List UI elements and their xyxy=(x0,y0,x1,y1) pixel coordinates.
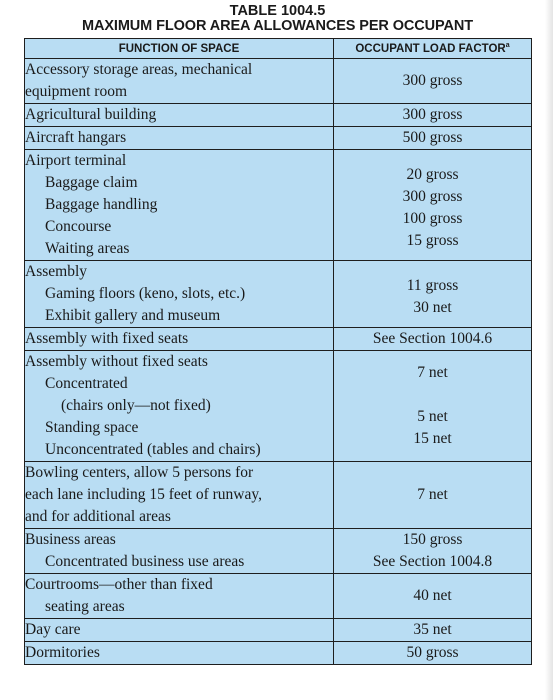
table-row xyxy=(25,127,532,150)
table-row xyxy=(25,642,532,665)
factor-value: 5 net xyxy=(417,408,448,425)
factor-cell xyxy=(334,127,532,150)
function-line: equipment room xyxy=(25,83,128,100)
factor-value: 15 net xyxy=(413,430,452,447)
function-line: Assembly with fixed seats xyxy=(25,330,189,347)
function-line: and for additional areas xyxy=(25,508,171,525)
factor-value: 7 net xyxy=(417,486,448,503)
factor-cell xyxy=(334,642,532,665)
function-line: Business areas xyxy=(25,531,116,548)
function-line: Assembly xyxy=(25,263,87,280)
factor-cell xyxy=(334,328,532,351)
function-line: Concourse xyxy=(45,218,112,235)
factor-cell xyxy=(334,261,532,328)
occupant-load-table xyxy=(24,38,532,665)
function-line: Concentrated xyxy=(45,375,128,392)
function-line: Baggage handling xyxy=(45,196,158,213)
function-cell xyxy=(25,150,334,261)
function-line: Standing space xyxy=(45,419,139,436)
function-line: seating areas xyxy=(45,598,125,615)
function-cell xyxy=(25,104,334,127)
table-row xyxy=(25,574,532,619)
function-line: Courtrooms—other than fixed xyxy=(25,576,213,593)
function-line: Airport terminal xyxy=(25,152,127,169)
table-row xyxy=(25,104,532,127)
table-header-row xyxy=(25,39,532,59)
function-cell xyxy=(25,351,334,462)
table-number: TABLE 1004.5 xyxy=(229,3,326,19)
factor-value: 300 gross xyxy=(402,106,463,123)
function-cell xyxy=(25,328,334,351)
page-edge-shadow xyxy=(545,0,553,700)
function-line: (chairs only—not fixed) xyxy=(61,397,211,414)
factor-value: 50 gross xyxy=(406,644,459,661)
factor-cell xyxy=(334,619,532,642)
function-cell xyxy=(25,642,334,665)
function-cell xyxy=(25,529,334,574)
function-cell xyxy=(25,127,334,150)
factor-value: See Section 1004.8 xyxy=(372,553,493,570)
factor-cell xyxy=(334,351,532,462)
factor-value: 35 net xyxy=(413,621,452,638)
function-line: each lane including 15 feet of runway, xyxy=(25,486,262,503)
factor-value: See Section 1004.6 xyxy=(372,330,493,347)
header-occupant-load-factor: OCCUPANT LOAD FACTOR$^a$ xyxy=(334,39,532,59)
factor-value: 15 gross xyxy=(406,232,459,249)
function-line: Exhibit gallery and museum xyxy=(45,307,221,324)
function-line: Baggage claim xyxy=(45,174,138,191)
factor-value: 40 net xyxy=(413,587,452,604)
factor-value: 500 gross xyxy=(402,129,463,146)
function-line: Bowling centers, allow 5 persons for xyxy=(25,464,254,481)
table-row xyxy=(25,59,532,104)
table-row xyxy=(25,328,532,351)
function-cell xyxy=(25,619,334,642)
function-line: Day care xyxy=(25,621,81,638)
function-line: Aircraft hangars xyxy=(25,129,127,146)
function-line: Waiting areas xyxy=(45,240,130,257)
factor-value: 150 gross xyxy=(402,531,463,548)
factor-cell xyxy=(334,462,532,529)
footnote-marker: a xyxy=(505,41,510,49)
table-row xyxy=(25,150,532,261)
function-line: Assembly without fixed seats xyxy=(25,353,208,370)
factor-cell xyxy=(334,574,532,619)
factor-value: 300 gross xyxy=(402,72,463,89)
table-row xyxy=(25,619,532,642)
factor-value: 300 gross xyxy=(402,188,463,205)
table-row xyxy=(25,351,532,462)
function-line: Agricultural building xyxy=(25,106,157,123)
function-cell xyxy=(25,261,334,328)
function-line: Accessory storage areas, mechanical xyxy=(25,61,253,78)
function-cell xyxy=(25,574,334,619)
header-function-of-space: FUNCTION OF SPACE xyxy=(25,39,334,59)
factor-cell xyxy=(334,150,532,261)
table-row xyxy=(25,462,532,529)
factor-cell xyxy=(334,529,532,574)
function-line: Dormitories xyxy=(25,644,100,661)
function-cell xyxy=(25,462,334,529)
function-line: Concentrated business use areas xyxy=(45,553,245,570)
factor-value: 30 net xyxy=(413,299,452,316)
factor-value: 100 gross xyxy=(402,210,463,227)
table-title: MAXIMUM FLOOR AREA ALLOWANCES PER OCCUPANT xyxy=(81,18,474,34)
function-line: Unconcentrated (tables and chairs) xyxy=(45,441,261,458)
function-line: Gaming floors (keno, slots, etc.) xyxy=(45,285,246,302)
factor-cell xyxy=(334,59,532,104)
factor-value: 7 net xyxy=(417,364,448,381)
factor-cell xyxy=(334,104,532,127)
factor-value: 11 gross xyxy=(406,277,459,294)
table-row xyxy=(25,529,532,574)
table-row xyxy=(25,261,532,328)
factor-value: 20 gross xyxy=(406,166,459,183)
function-cell xyxy=(25,59,334,104)
